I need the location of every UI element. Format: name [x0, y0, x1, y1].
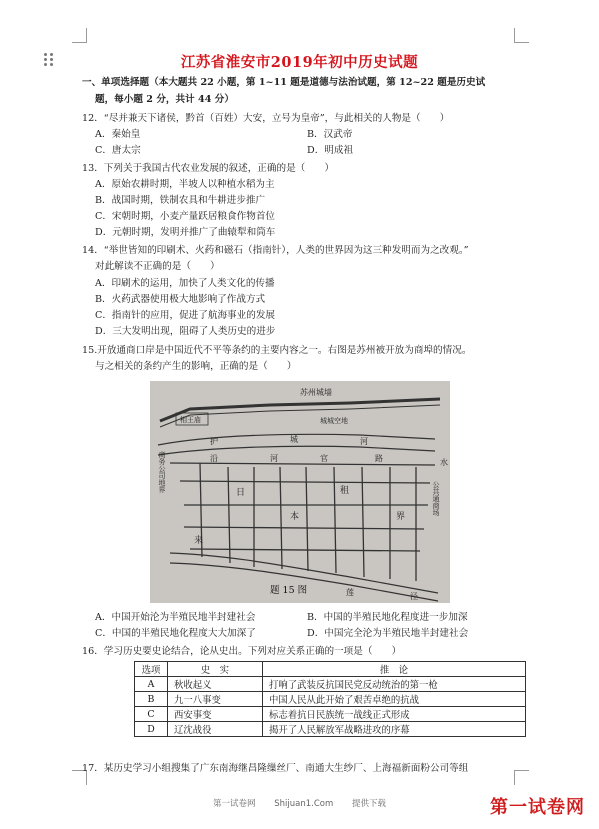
map-label-moat-3: 河	[360, 437, 368, 446]
map-label-zu: 租	[340, 486, 350, 496]
map-label-road-1: 沿	[210, 454, 218, 463]
site-logo: 第一试卷网	[490, 797, 585, 818]
footer-link[interactable]: Shijuan1.Com	[274, 799, 334, 809]
q15-option-a: A．中国开始沦为半殖民地半封建社会	[95, 612, 256, 623]
table-cell: 揭开了人民解放军战略进攻的序幕	[263, 722, 526, 737]
table-row	[135, 692, 526, 707]
table-row	[135, 707, 526, 722]
question-16-stem: 16．学习历史要史论结合，论从史出。下列对应关系正确的一项是（ ）	[82, 646, 402, 657]
table-cell: C	[135, 707, 168, 722]
q15-option-d: D．中国完全沦为半殖民地半封建社会	[307, 628, 469, 639]
q15-option-c: C．中国的半殖民地化程度大大加深了	[95, 628, 256, 639]
question-13-stem: 13．下列关于我国古代农业发展的叙述，正确的是（ ）	[82, 163, 335, 174]
map-label-outer-wall: 城城空地	[320, 417, 348, 425]
q12-option-c: C．唐太宗	[95, 145, 141, 156]
table-header: 选项	[135, 662, 168, 677]
q15-option-b: B．中国的半殖民地化程度进一步加深	[307, 612, 468, 623]
map-label-lai: 来	[194, 536, 204, 546]
table-header: 推 论	[263, 662, 526, 677]
q14-option-b: B．火药武器使用极大地影响了作战方式	[95, 294, 266, 305]
document-title: 江苏省淮安市2019年初中历史试题	[180, 54, 419, 71]
question-15-stem: 15.开放通商口岸是中国近代不平等条约的主要内容之一。右图是苏州被开放为商埠的情况。	[82, 345, 472, 356]
map-label-ben: 本	[290, 512, 300, 522]
map-label-road-3: 官	[320, 454, 328, 463]
table-cell: 秋收起义	[168, 677, 263, 692]
map-label-lian: 莲	[346, 588, 354, 597]
map-label-moat-1: 护	[210, 437, 218, 446]
map-label-public-market: 公共通商场	[432, 481, 440, 516]
page-corner-mark	[514, 28, 529, 43]
section-heading: 一、单项选择题（本大题共 22 小题，第 1~11 题是道德与法治试题，第 12~22 题是历史试	[82, 77, 486, 88]
map-label-ri: 日	[236, 488, 246, 498]
table-cell: 中国人民从此开始了艰苦卓绝的抗战	[263, 692, 526, 707]
q13-option-c: C．宋朝时期，小麦产量跃居粮食作物首位	[95, 211, 276, 222]
table-cell: A	[135, 677, 168, 692]
map-label-road-4: 路	[375, 454, 383, 463]
q13-option-d: D．元朝时期，发明并推广了曲辕犁和筒车	[95, 227, 276, 238]
q12-option-a: A．秦始皇	[95, 129, 141, 140]
page-corner-mark	[72, 28, 87, 43]
q12-option-d: D．明成祖	[307, 145, 354, 156]
q12-option-b: B．汉武帝	[307, 129, 353, 140]
q14-option-c: C．指南针的应用，促进了航海事业的发展	[95, 310, 276, 321]
footer-left: 第一试卷网	[213, 799, 256, 809]
page-corner-mark	[514, 770, 529, 785]
question-14-stem: 14．“举世皆知的印刷术、火药和磁石（指南针），人类的世界因为这三种发明而为之改观。”	[82, 245, 469, 256]
question-12-stem: 12．“尽并兼天下诸侯，黔首（百姓）大安，立号为皇帝”，与此相关的人物是（ ）	[82, 113, 450, 124]
table-header: 史 实	[168, 662, 263, 677]
q13-option-a: A．原始农耕时期，半坡人以种植水稻为主	[95, 179, 275, 190]
q16-table	[134, 661, 526, 737]
table-cell: 辽沈战役	[168, 722, 263, 737]
map-label-temple: 相王庙	[180, 416, 201, 424]
suzhou-concession-map	[150, 381, 450, 603]
q13-option-b: B．战国时期，铁制农具和牛耕进步推广	[95, 195, 266, 206]
map-label-road-2: 河	[270, 454, 278, 463]
map-label-jie: 界	[396, 512, 406, 522]
q14-option-a: A．印刷术的运用，加快了人类文化的传播	[95, 278, 275, 289]
question-14-stem-cont: 对此解读不正确的是（ ）	[95, 261, 220, 272]
map-label-moat-2: 城	[290, 435, 298, 444]
table-cell: 标志着抗日民族统一战线正式形成	[263, 707, 526, 722]
table-cell: 西安事变	[168, 707, 263, 722]
table-header-row	[135, 662, 526, 677]
table-cell: 打响了武装反抗国民党反动统治的第一枪	[263, 677, 526, 692]
table-row	[135, 677, 526, 692]
map-label-water: 水	[440, 458, 448, 467]
section-heading-cont: 题，每小题 2 分，共计 44 分）	[95, 94, 234, 105]
question-15-stem-cont: 与之相关的条约产生的影响，正确的是（ ）	[95, 361, 297, 372]
map-label-commerce: 商务公司地界	[158, 451, 166, 493]
map-label-city-wall: 苏州城墙	[300, 388, 332, 397]
footer-right: 提供下载	[351, 799, 386, 809]
table-row	[135, 722, 526, 737]
map-label-jing: 泾	[410, 592, 418, 601]
table-cell: 九一八事变	[168, 692, 263, 707]
table-cell: B	[135, 692, 168, 707]
q14-option-d: D．三大发明出现，阻碍了人类历史的进步	[95, 326, 276, 337]
table-cell: D	[135, 722, 168, 737]
question-17-stem: 17．某历史学习小组搜集了广东南海继昌隆缫丝厂、南通大生纱厂、上海福新面粉公司等组	[82, 763, 469, 774]
map-caption: 题 15 图	[270, 585, 308, 596]
